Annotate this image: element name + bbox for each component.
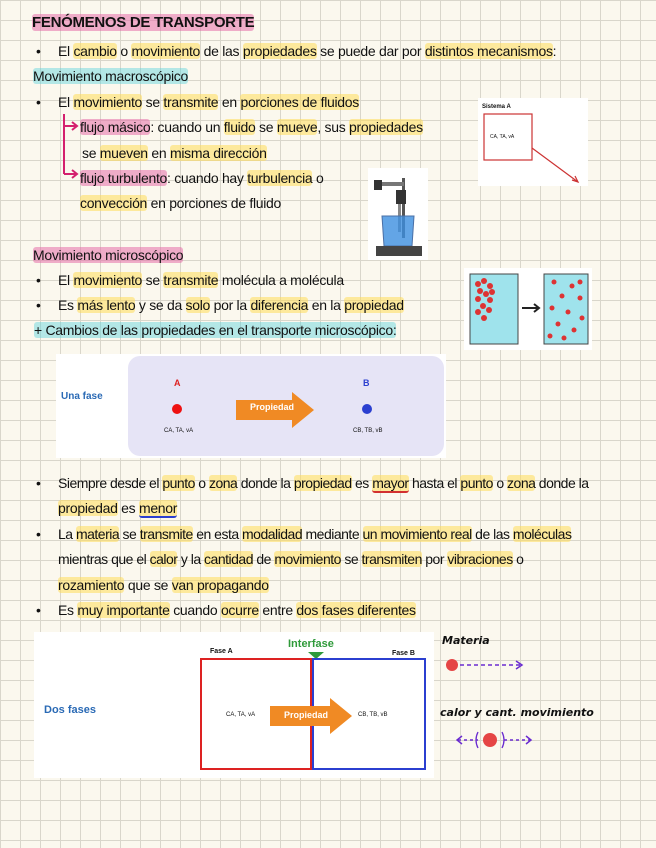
intro-line — [58, 42, 556, 60]
t: propiedades — [242, 43, 317, 59]
legend-materia: Materia — [442, 634, 490, 647]
t: molécula — [218, 272, 280, 288]
page-title — [32, 14, 254, 32]
t: muy importante — [77, 602, 170, 618]
micro-b1 — [58, 271, 344, 289]
t: en porciones de fluido — [147, 195, 282, 211]
t: + Cambios de las propiedades en el transporte microscópico: — [34, 322, 397, 338]
sistema-diagram — [478, 98, 588, 186]
t: El — [58, 43, 74, 59]
una-fase-label: Una fase — [61, 391, 103, 402]
t: mayor — [372, 475, 409, 491]
s3-line — [58, 601, 416, 619]
t: transmite — [163, 272, 219, 288]
t: turbulencia — [247, 170, 313, 186]
t: transmiten — [361, 551, 422, 567]
t: por la — [210, 297, 251, 313]
t: propiedades — [349, 119, 423, 135]
sistema-a-figure — [478, 98, 588, 186]
t: por — [421, 551, 448, 567]
sistema-vars: CA, TA, vA — [490, 134, 515, 140]
t: : — [552, 43, 557, 59]
t: entre — [258, 602, 297, 618]
point-b — [362, 404, 372, 414]
t: diferencia — [250, 297, 309, 313]
t: dos fases diferentes — [296, 602, 416, 618]
t: propiedad — [344, 297, 404, 313]
t: punto — [162, 475, 195, 491]
t: se — [340, 551, 362, 567]
t: mediante — [302, 526, 363, 542]
t: materia — [75, 526, 120, 542]
bullet-dot: • — [36, 94, 41, 110]
t: se puede dar por — [316, 43, 425, 59]
t: mientras que el — [58, 551, 150, 567]
dos-fases-figure — [34, 632, 434, 778]
turb-line2 — [80, 194, 281, 212]
interfase-label: Interfase — [288, 638, 334, 650]
t: cuando — [169, 602, 221, 618]
t: Siempre desde el — [58, 475, 163, 491]
t: rozamiento — [58, 577, 125, 593]
s1-line2 — [58, 499, 177, 517]
sistema-label: Sistema A — [482, 104, 511, 110]
title-text: FENÓMENOS DE TRANSPORTE — [32, 14, 255, 31]
t: , sus — [317, 119, 350, 135]
t: mueve — [276, 119, 318, 135]
t: mueven — [99, 145, 148, 161]
macro-bullet — [58, 93, 359, 111]
t: punto — [460, 475, 493, 491]
fase-a-label: Fase A — [210, 648, 233, 655]
t: distintos mecanismos — [424, 43, 553, 59]
t: se — [119, 526, 140, 542]
t: zona — [208, 475, 238, 491]
t: misma dirección — [169, 145, 267, 161]
t: El — [58, 272, 74, 288]
t: propiedad — [58, 500, 118, 516]
stirrer-image — [368, 168, 428, 260]
t: o — [312, 170, 324, 186]
bullet-dot: • — [36, 475, 41, 491]
t: zona — [507, 475, 536, 491]
t: y se da — [135, 297, 186, 313]
vars-a: CA, TA, vA — [164, 428, 194, 434]
turb-line — [80, 169, 324, 187]
t: Movimiento macroscópico — [33, 68, 188, 84]
fase-b-label: Fase B — [392, 650, 415, 657]
masico-line2 — [82, 144, 267, 162]
t: se — [82, 145, 100, 161]
t: porciones de fluidos — [240, 94, 359, 110]
t: es — [351, 475, 373, 491]
diffusion-figure — [464, 268, 592, 350]
micro-b2 — [58, 296, 404, 314]
t: moléculas — [512, 526, 572, 542]
t: en la — [308, 297, 345, 313]
vars-b: CB, TB, vB — [353, 428, 383, 434]
t: en esta — [192, 526, 243, 542]
dos-vars-a: CA, TA, vA — [226, 712, 256, 718]
t: El — [58, 94, 74, 110]
bracket-arrows — [58, 112, 82, 180]
t: en — [147, 145, 170, 161]
una-fase-figure — [56, 354, 446, 458]
t: se — [142, 272, 164, 288]
t: se — [255, 119, 277, 135]
masico-line — [80, 118, 423, 136]
t: menor — [138, 500, 178, 516]
t: que se — [124, 577, 172, 593]
diffusion-drawing — [464, 268, 592, 350]
bullet-dot: • — [36, 602, 41, 618]
t: o — [512, 551, 524, 567]
t: donde la — [535, 475, 589, 491]
t: van propagando — [171, 577, 269, 593]
t: hasta el — [408, 475, 461, 491]
t: movimiento — [131, 43, 201, 59]
t: La — [58, 526, 76, 542]
bullet-dot: • — [36, 297, 41, 313]
t: se — [142, 94, 164, 110]
t: de — [252, 551, 275, 567]
t: calor — [149, 551, 178, 567]
t: en — [218, 94, 241, 110]
macro-heading — [33, 67, 188, 85]
s1-line — [58, 474, 589, 492]
point-a — [172, 404, 182, 414]
t: o — [116, 43, 132, 59]
t: convección — [80, 195, 148, 211]
t: cambio — [73, 43, 117, 59]
s2-line — [58, 525, 571, 543]
t: cantidad — [204, 551, 253, 567]
bullet-dot: • — [36, 43, 41, 59]
t: de las — [471, 526, 513, 542]
dos-arrow-label: Propiedad — [284, 710, 329, 720]
t: Movimiento microscópico — [33, 247, 184, 263]
s2-line3 — [58, 576, 269, 594]
t: transmite — [163, 94, 219, 110]
dos-vars-b: CB, TB, vB — [358, 712, 388, 718]
t: flujo turbulento — [80, 170, 168, 186]
t: : cuando hay — [167, 170, 248, 186]
t: de las — [200, 43, 243, 59]
t: propiedad — [293, 475, 352, 491]
t: Es — [58, 602, 78, 618]
t: flujo másico — [80, 119, 151, 135]
label-b: B — [363, 378, 370, 388]
micro-plus — [34, 321, 396, 339]
t: solo — [185, 297, 211, 313]
t: movimiento — [73, 94, 143, 110]
t: a molécula — [279, 272, 344, 288]
label-a: A — [174, 378, 181, 388]
bullet-dot: • — [36, 272, 41, 288]
t: vibraciones — [447, 551, 513, 567]
t: modalidad — [242, 526, 303, 542]
legend-materia-symbol — [444, 656, 528, 674]
t: fluido — [223, 119, 256, 135]
stirrer-drawing — [368, 168, 428, 260]
s2-line2 — [58, 550, 523, 568]
t: movimiento — [274, 551, 341, 567]
bullet-dot: • — [36, 526, 41, 542]
t: es — [117, 500, 139, 516]
t: ocurre — [220, 602, 259, 618]
t: Es — [58, 297, 78, 313]
legend-calor: calor y cant. movimiento — [440, 706, 594, 719]
t: donde la — [237, 475, 294, 491]
micro-heading — [33, 246, 183, 264]
t: más lento — [77, 297, 136, 313]
t: transmite — [139, 526, 193, 542]
t: : cuando un — [150, 119, 224, 135]
t: o — [492, 475, 508, 491]
t: o — [194, 475, 209, 491]
arrow-label: Propiedad — [250, 402, 295, 412]
t: un movimiento real — [362, 526, 472, 542]
legend-calor-symbol — [456, 728, 536, 752]
dos-fases-label: Dos fases — [44, 704, 96, 716]
t: y la — [177, 551, 205, 567]
t: movimiento — [73, 272, 143, 288]
